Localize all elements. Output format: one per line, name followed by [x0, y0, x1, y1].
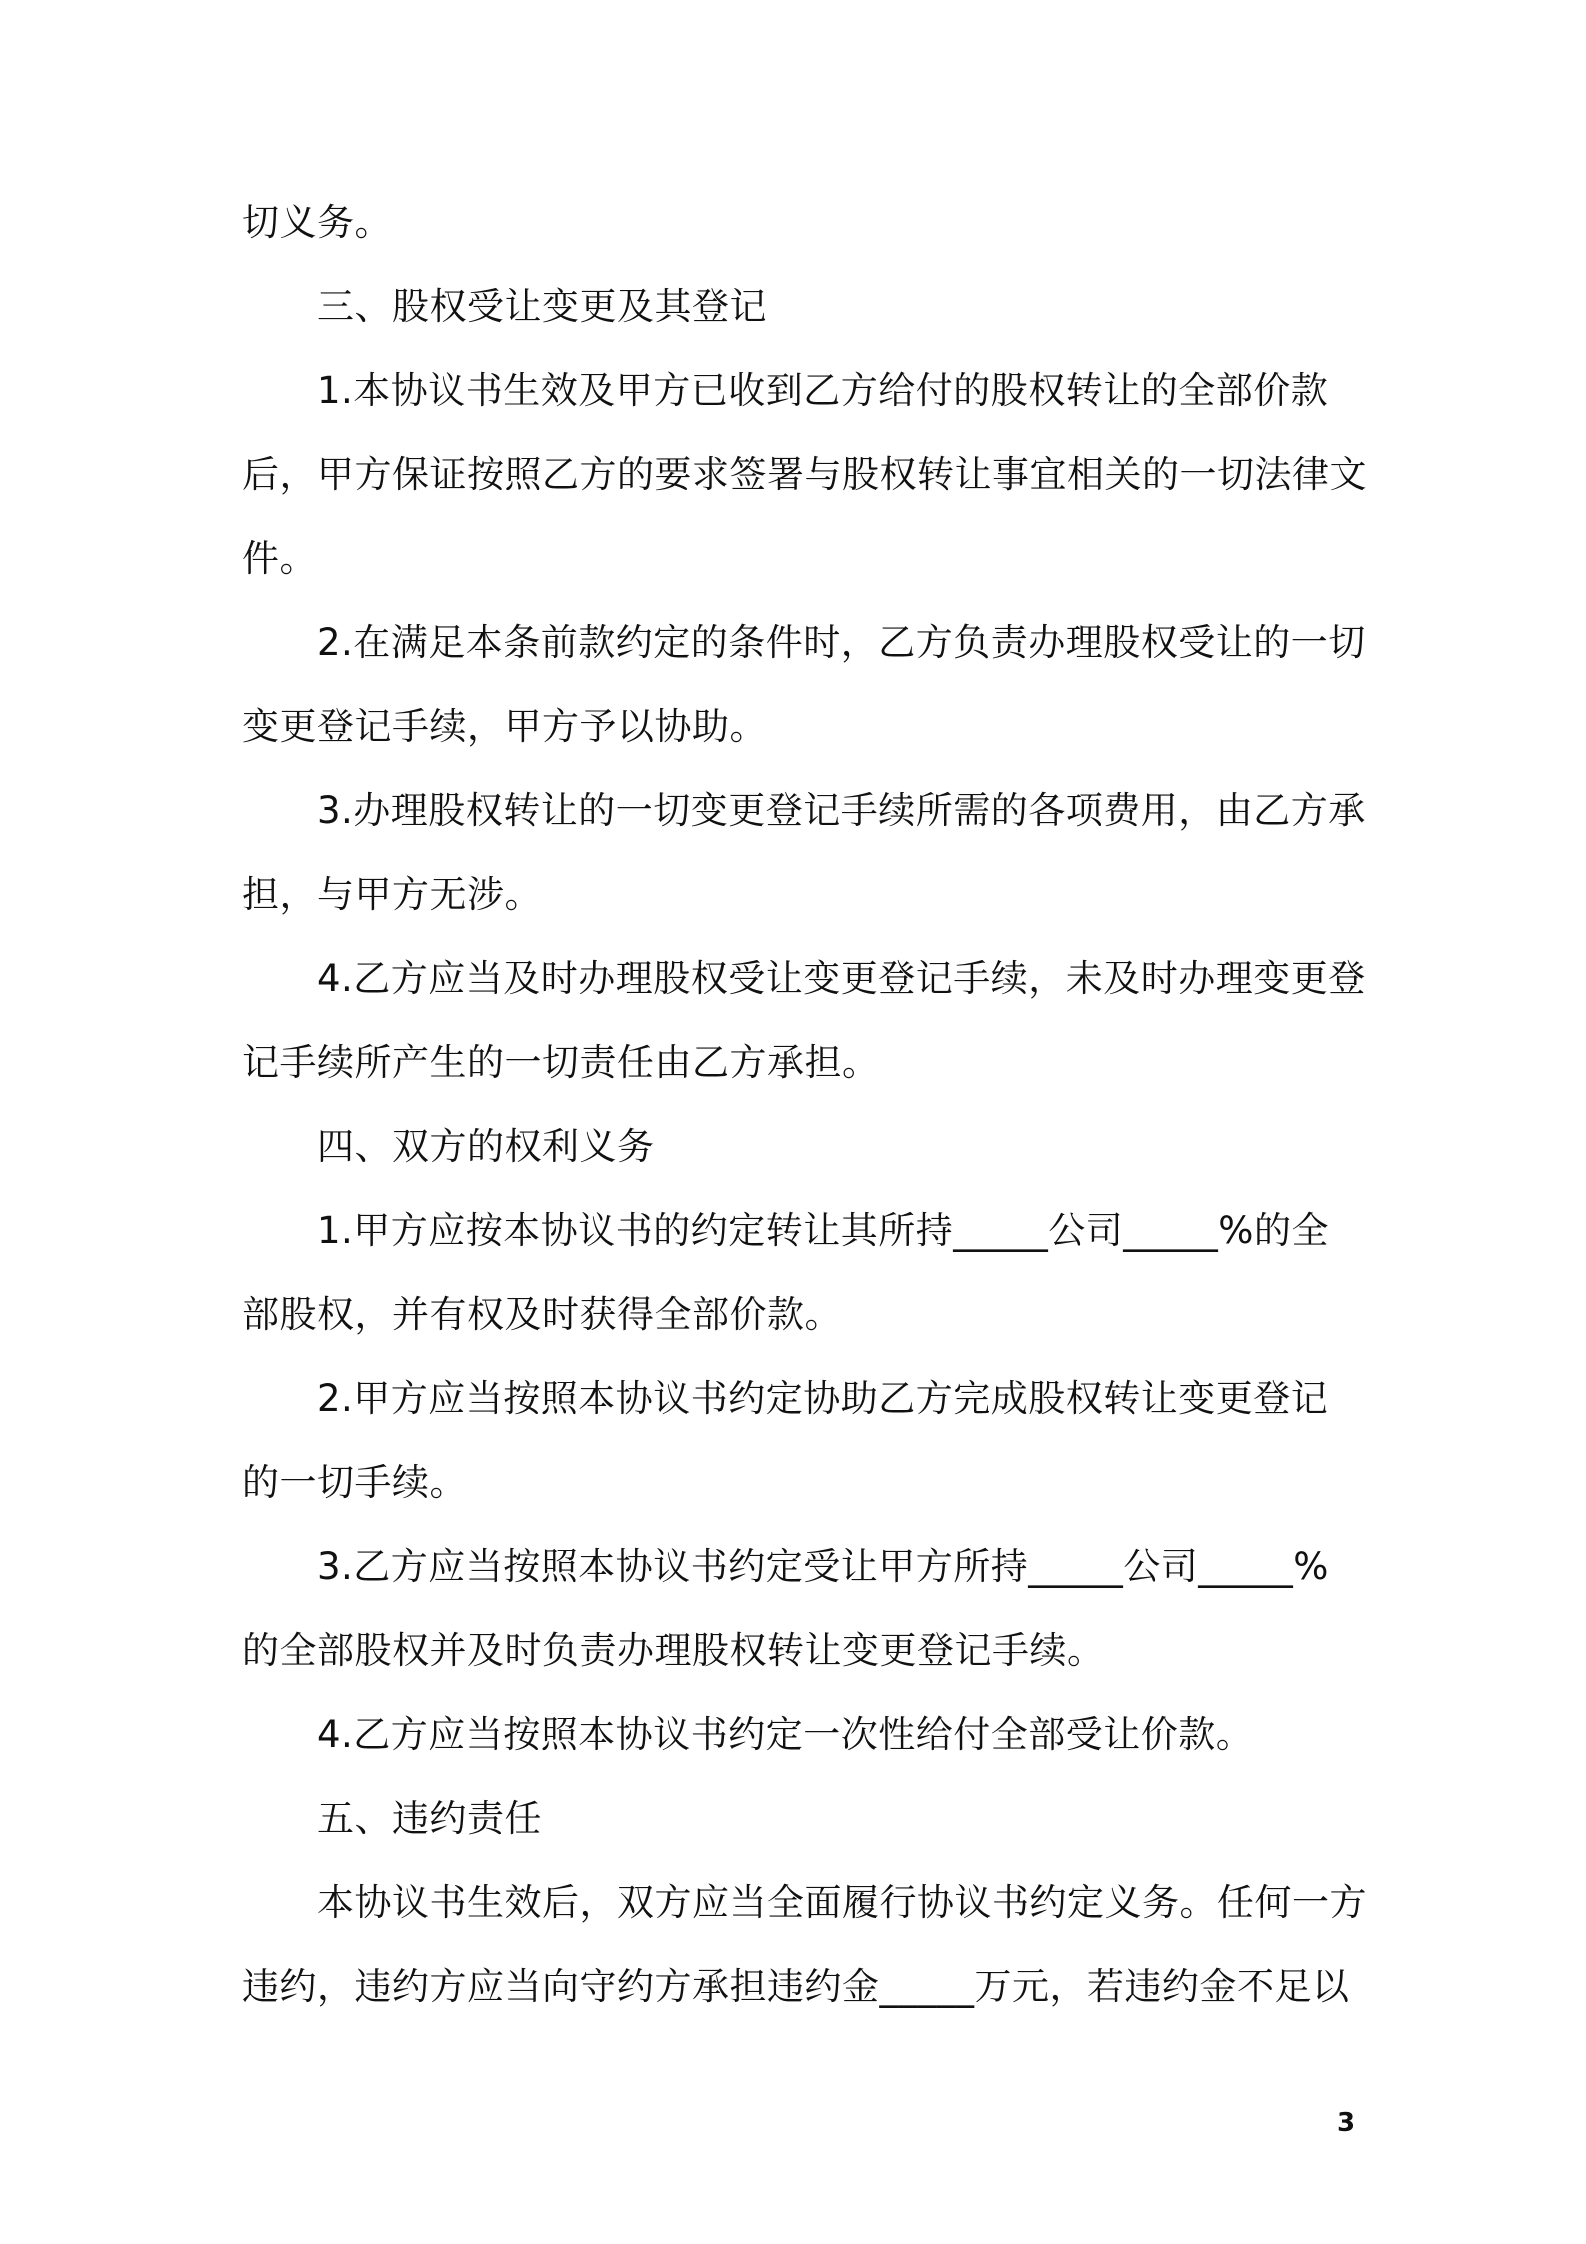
text-line: 3.办理股权转让的一切变更登记手续所需的各项费用，由乙方承	[317, 789, 1366, 832]
text-line: 的全部股权并及时负责办理股权转让变更登记手续。	[242, 1629, 1105, 1672]
text-line: 2.甲方应当按照本协议书约定协助乙方完成股权转让变更登记	[317, 1377, 1329, 1420]
text-line: 后，甲方保证按照乙方的要求签署与股权转让事宜相关的一切法律文	[242, 453, 1367, 496]
text-line: 记手续所产生的一切责任由乙方承担。	[242, 1041, 880, 1084]
text-line: 4.乙方应当及时办理股权受让变更登记手续，未及时办理变更登	[317, 957, 1366, 1000]
page-number: 3	[1337, 2108, 1356, 2138]
text-line: 4.乙方应当按照本协议书约定一次性给付全部受让价款。	[317, 1713, 1254, 1756]
section-heading: 三、股权受让变更及其登记	[317, 285, 767, 328]
text-line: 违约，违约方应当向守约方承担违约金_____万元，若违约金不足以	[242, 1965, 1350, 2008]
text-line: 本协议书生效后，双方应当全面履行协议书约定义务。任何一方	[317, 1881, 1367, 1924]
text-line: 部股权，并有权及时获得全部价款。	[242, 1293, 842, 1336]
text-line: 变更登记手续，甲方予以协助。	[242, 705, 767, 748]
text-line: 1.本协议书生效及甲方已收到乙方给付的股权转让的全部价款	[317, 369, 1329, 412]
text-line: 1.甲方应按本协议书的约定转让其所持_____公司_____%的全	[317, 1209, 1329, 1252]
section-heading: 四、双方的权利义务	[317, 1125, 655, 1168]
text-line: 2.在满足本条前款约定的条件时，乙方负责办理股权受让的一切	[317, 621, 1366, 664]
text-line: 切义务。	[242, 201, 392, 244]
text-line: 件。	[242, 537, 317, 580]
text-line: 的一切手续。	[242, 1461, 467, 1504]
text-line: 3.乙方应当按照本协议书约定受让甲方所持_____公司_____%	[317, 1545, 1329, 1588]
section-heading: 五、违约责任	[317, 1797, 542, 1840]
text-line: 担，与甲方无涉。	[242, 873, 542, 916]
